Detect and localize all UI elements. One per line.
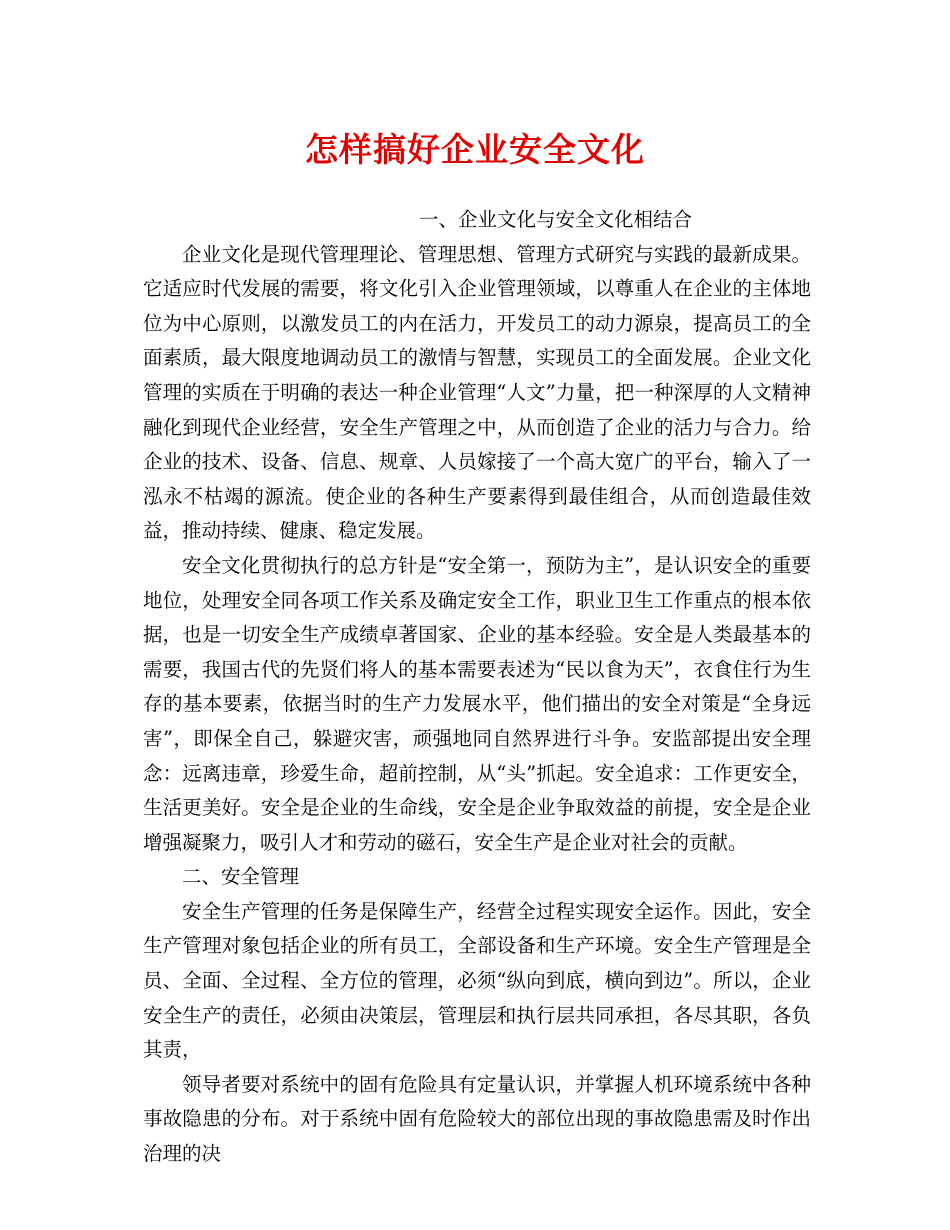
paragraph-4: 领导者要对系统中的固有危险具有定量认识，并掌握人机环境系统中各种事故隐患的分布。对于系统中固有危险较大的部位出现的事故隐患需及时作出治理的决 — [143, 1072, 811, 1166]
document-title: 怎样搞好企业安全文化 — [305, 130, 645, 169]
section-1-heading: 一、企业文化与安全文化相结合 — [419, 208, 693, 231]
paragraph-3: 安全生产管理的任务是保障生产，经营全过程实现安全运作。因此，安全生产管理对象包括企业的所有员工，全部设备和生产环境。安全生产管理是全员、全面、全过程、全方位的管理，必须“纵向到底，横向到边”。所以，企业安全生产的责任，必须由决策层，管理层和执行层共同承担，各尽其职，各负其责， — [143, 899, 811, 1062]
document-body — [143, 203, 811, 1172]
paragraph-1: 企业文化是现代管理理论、管理思想、管理方式研究与实践的最新成果。它适应时代发展的需要，将文化引入企业管理领域，以尊重人在企业的主体地位为中心原则，以激发员工的内在活力，开发员工的动力源泉，提高员工的全面素质，最大限度地调动员工的激情与智慧，实现员工的全面发展。企业文化管理的实质在于明确的表达一种企业管理“人文”力量，把一种深厚的人文精神融化到现代企业经营，安全生产管理之中，从而创造了企业的活力与合力。给企业的技术、设备、信息、规章、人员嫁接了一个高大宽广的平台，输入了一泓永不枯竭的源流。使企业的各种生产要素得到最佳组合，从而创造最佳效益，推动持续、健康、稳定发展。 — [143, 242, 811, 543]
paragraph-2: 安全文化贯彻执行的总方针是“安全第一，预防为主”，是认识安全的重要地位，处理安全同各项工作关系及确定安全工作，职业卫生工作重点的根本依据，也是一切安全生产成绩卓著国家、企业的基本经验。安全是人类最基本的需要，我国古代的先贤们将人的基本需要表述为“民以食为天”，衣食住行为生存的基本要素，依据当时的生产力发展水平，他们描出的安全对策是“全身远害”，即保全自己，躲避灾害，顽强地同自然界进行斗争。安监部提出安全理念：远离违章，珍爱生命，超前控制，从“头”抓起。安全追求：工作更安全，生活更美好。安全是企业的生命线，安全是企业争取效益的前提，安全是企业增强凝聚力，吸引人才和劳动的磁石，安全生产是企业对社会的贡献。 — [143, 553, 811, 854]
section-2-heading: 二、安全管理 — [182, 865, 300, 889]
